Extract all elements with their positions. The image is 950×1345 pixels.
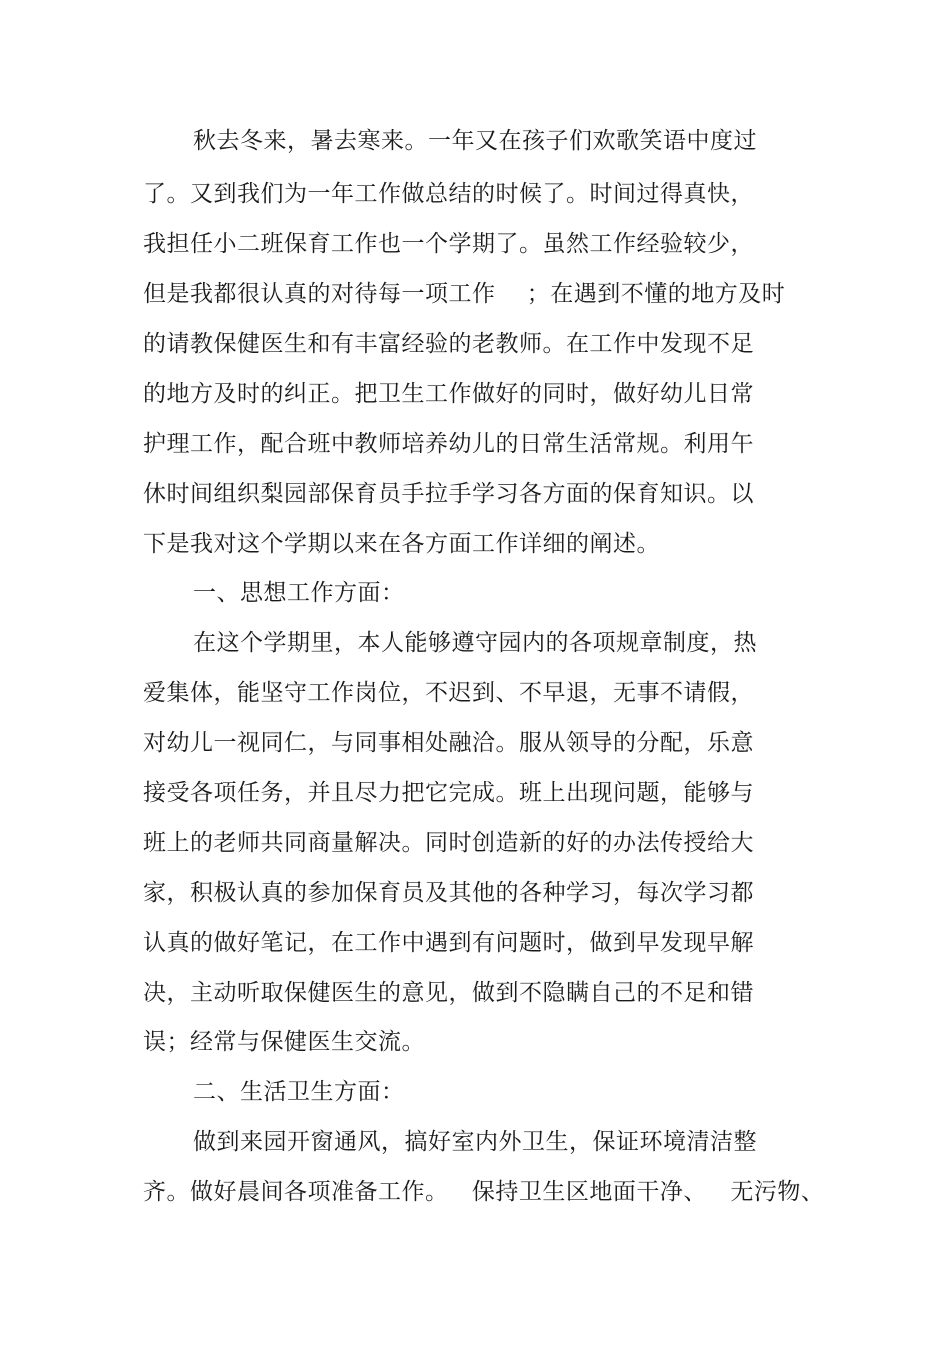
paragraph-line: 认真的做好笔记，在工作中遇到有问题时，做到早发现早解 <box>143 930 754 956</box>
paragraph-line: 家，积极认真的参加保育员及其他的各种学习，每次学习都 <box>143 880 754 906</box>
paragraph-line: 我担任小二班保育工作也一个学期了。虽然工作经验较少， <box>143 231 754 257</box>
paragraph-line: 班上的老师共同商量解决。同时创造新的好的办法传授给大 <box>143 830 754 856</box>
paragraph-line: 接受各项任务，并且尽力把它完成。班上出现问题，能够与 <box>143 780 754 806</box>
paragraph-line: 的地方及时的纠正。把卫生工作做好的同时，做好幼儿日常 <box>143 381 754 407</box>
paragraph-line: 对幼儿一视同仁，与同事相处融洽。服从领导的分配，乐意 <box>143 730 754 756</box>
paragraph-line: 的请教保健医生和有丰富经验的老教师。在工作中发现不足 <box>143 331 754 357</box>
paragraph-line: 做到来园开窗通风，搞好室内外卫生，保证环境清洁整 <box>193 1129 757 1155</box>
paragraph-line: 秋去冬来，暑去寒来。一年又在孩子们欢歌笑语中度过 <box>193 128 757 154</box>
paragraph-line: 决，主动听取保健医生的意见，做到不隐瞒自己的不足和错 <box>143 980 754 1006</box>
section-heading: 一、思想工作方面： <box>193 580 405 606</box>
paragraph-line: 护理工作，配合班中教师培养幼儿的日常生活常规。利用午 <box>143 431 754 457</box>
paragraph-line: 误；经常与保健医生交流。 <box>143 1029 425 1055</box>
paragraph-line: 爱集体，能坚守工作岗位，不迟到、不早退，无事不请假， <box>143 680 754 706</box>
section-heading: 二、生活卫生方面： <box>193 1079 405 1105</box>
paragraph-line: 了。又到我们为一年工作做总结的时候了。时间过得真快， <box>143 181 754 207</box>
paragraph-line: 下是我对这个学期以来在各方面工作详细的阐述。 <box>143 531 660 557</box>
paragraph-line: 齐。做好晨间各项准备工作。 保持卫生区地面干净、 无污物、 <box>143 1179 825 1205</box>
paragraph-line: 在这个学期里，本人能够遵守园内的各项规章制度，热 <box>193 630 757 656</box>
paragraph-line: 休时间组织梨园部保育员手拉手学习各方面的保育知识。以 <box>143 481 754 507</box>
paragraph-line: 但是我都很认真的对待每一项工作 ；在遇到不懂的地方及时 <box>143 281 786 307</box>
